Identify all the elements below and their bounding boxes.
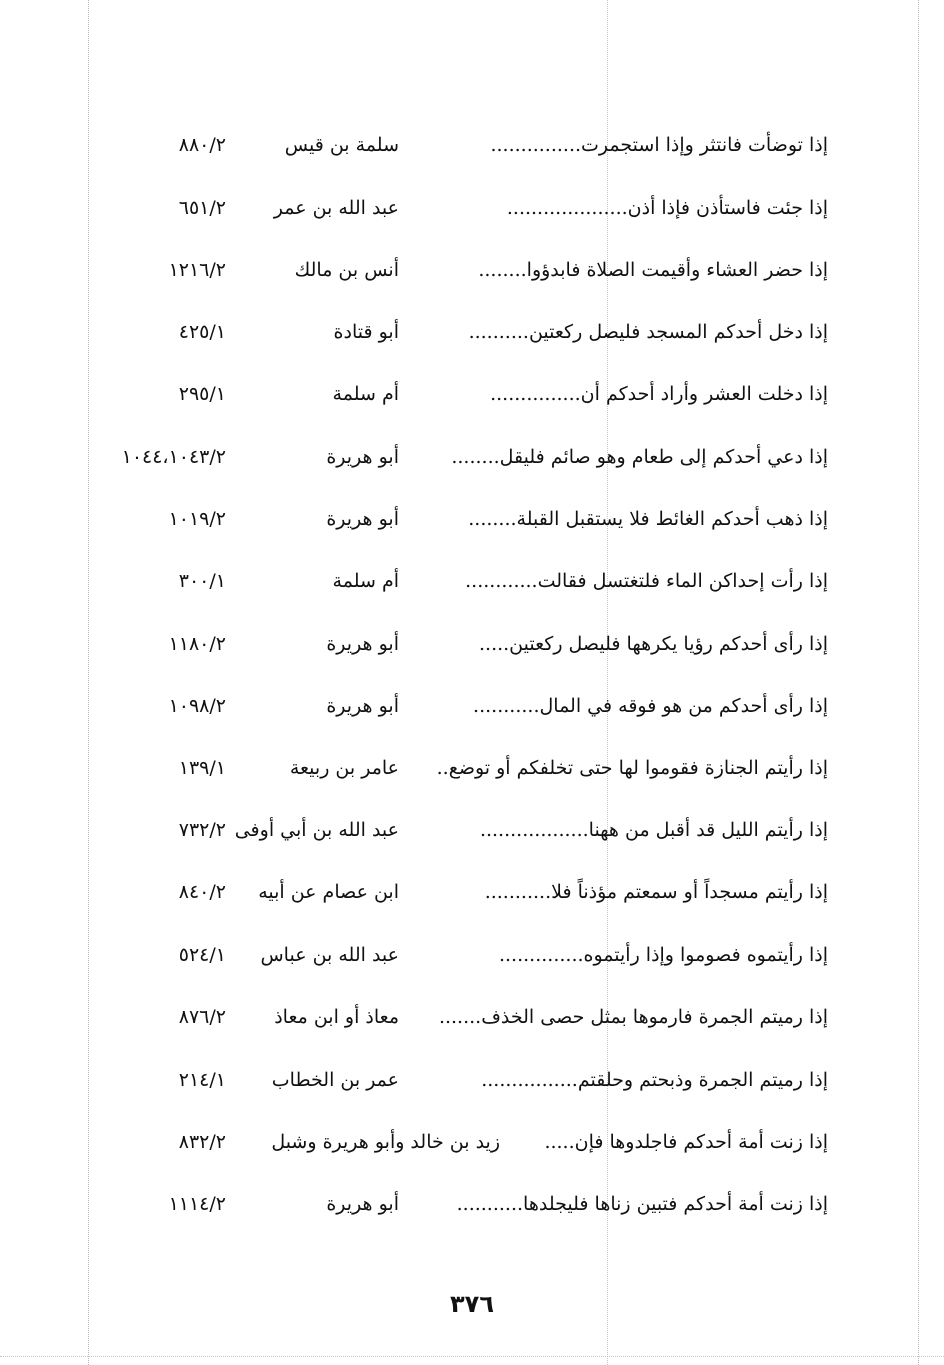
hadith-text: إذا رأيتم الليل قد أقبل من ههنا.................. (479, 819, 828, 841)
hadith-text: إذا رأيتم الجنازة فقوموا لها حتى تخلفكم أو توضع.. (436, 757, 828, 779)
narrator-name: سلمة بن قيس (284, 134, 399, 156)
hadith-text: إذا رأت إحداكن الماء فلتغتسل فقالت............ (465, 570, 828, 592)
page-number: ٣٧٦ (450, 1290, 494, 1318)
narrator-name: عبد الله بن عمر (273, 197, 399, 219)
index-entry (0, 559, 944, 603)
hadith-text: إذا توضأت فانتثر وإذا استجمرت............... (490, 134, 828, 156)
index-entry (0, 497, 944, 541)
volume-page-ref: ١٠١٩/٢ (168, 508, 226, 530)
index-entry (0, 995, 944, 1039)
index-entry (0, 808, 944, 852)
index-entry (0, 248, 944, 292)
hadith-text: إذا زنت أمة أحدكم فتبين زناها فليجلدها........... (456, 1193, 828, 1215)
hadith-text: إذا زنت أمة أحدكم فاجلدوها فإن..... (544, 1131, 828, 1153)
volume-page-ref: ٤٢٥/١ (178, 321, 226, 343)
volume-page-ref: ١١٨٠/٢ (168, 633, 226, 655)
narrator-name: عمر بن الخطاب (271, 1069, 399, 1091)
narrator-name: أبو هريرة (326, 633, 399, 655)
volume-page-ref: ٢٩٥/١ (178, 383, 226, 405)
narrator-name: معاذ أو ابن معاذ (274, 1006, 399, 1028)
volume-page-ref: ٥٢٤/١ (178, 944, 226, 966)
index-entry (0, 372, 944, 416)
hadith-text: إذا ذهب أحدكم الغائط فلا يستقبل القبلة........ (468, 508, 828, 530)
volume-page-ref: ١٢١٦/٢ (168, 259, 226, 281)
index-entry (0, 1182, 944, 1226)
index-entry (0, 870, 944, 914)
hadith-text: إذا دعي أحدكم إلى طعام وهو صائم فليقل........ (451, 446, 828, 468)
hadith-text: إذا رميتم الجمرة فارموها بمثل حصى الخذف....... (438, 1006, 828, 1028)
narrator-name: أبو قتادة (333, 321, 399, 343)
index-entry (0, 310, 944, 354)
volume-page-ref: ١٣٩/١ (178, 757, 226, 779)
index-entry (0, 933, 944, 977)
volume-page-ref: ١١١٤/٢ (168, 1193, 226, 1215)
volume-page-ref: ٨٤٠/٢ (178, 881, 226, 903)
hadith-text: إذا رميتم الجمرة وذبحتم وحلقتم................ (481, 1069, 828, 1091)
index-entry (0, 186, 944, 230)
volume-page-ref: ٨٧٦/٢ (178, 1006, 226, 1028)
narrator-name: أم سلمة (332, 570, 399, 592)
hadith-text: إذا دخلت العشر وأراد أحدكم أن............... (490, 383, 828, 405)
hadith-text: إذا رأيتموه فصوموا وإذا رأيتموه.............. (498, 944, 828, 966)
narrator-name: عبد الله بن أبي أوفى (234, 819, 399, 841)
index-entry (0, 746, 944, 790)
volume-page-ref: ١٠٩٨/٢ (168, 695, 226, 717)
index-entry (0, 435, 944, 479)
hadith-text: إذا جئت فاستأذن فإذا أذن.................... (506, 197, 828, 219)
narrator-name: أبو هريرة (326, 1193, 399, 1215)
volume-page-ref: ٢١٤/١ (178, 1069, 226, 1091)
bottom-dotted-line (0, 1356, 944, 1357)
narrator-name: أنس بن مالك (294, 259, 399, 281)
narrator-name: أبو هريرة (326, 695, 399, 717)
narrator-name: عامر بن ربيعة (289, 757, 399, 779)
volume-page-ref: ٧٣٢/٢ (178, 819, 226, 841)
index-entry (0, 123, 944, 167)
volume-page-ref: ١٠٤٤،١٠٤٣/٢ (121, 446, 226, 468)
index-entry (0, 1058, 944, 1102)
hadith-text: إذا حضر العشاء وأقيمت الصلاة فابدؤوا........ (478, 259, 828, 281)
hadith-text: إذا دخل أحدكم المسجد فليصل ركعتين.......... (468, 321, 828, 343)
narrator-name: أبو هريرة (326, 508, 399, 530)
hadith-text: إذا رأى أحدكم رؤيا يكرهها فليصل ركعتين..... (478, 633, 828, 655)
narrator-name: أم سلمة (332, 383, 399, 405)
narrator-name: أبو هريرة (326, 446, 399, 468)
index-entry (0, 622, 944, 666)
hadith-text: إذا رأيتم مسجداً أو سمعتم مؤذناً فلا........... (484, 881, 828, 903)
volume-page-ref: ٨٣٢/٢ (178, 1131, 226, 1153)
index-entry (0, 684, 944, 728)
narrator-name: زيد بن خالد وأبو هريرة وشبل (271, 1131, 500, 1153)
volume-page-ref: ٦٥١/٢ (178, 197, 226, 219)
narrator-name: ابن عصام عن أبيه (258, 881, 399, 903)
volume-page-ref: ٣٠٠/١ (178, 570, 226, 592)
hadith-text: إذا رأى أحدكم من هو فوقه في المال........... (473, 695, 828, 717)
narrator-name: عبد الله بن عباس (260, 944, 399, 966)
volume-page-ref: ٨٨٠/٢ (178, 134, 226, 156)
index-entry (0, 1120, 944, 1164)
